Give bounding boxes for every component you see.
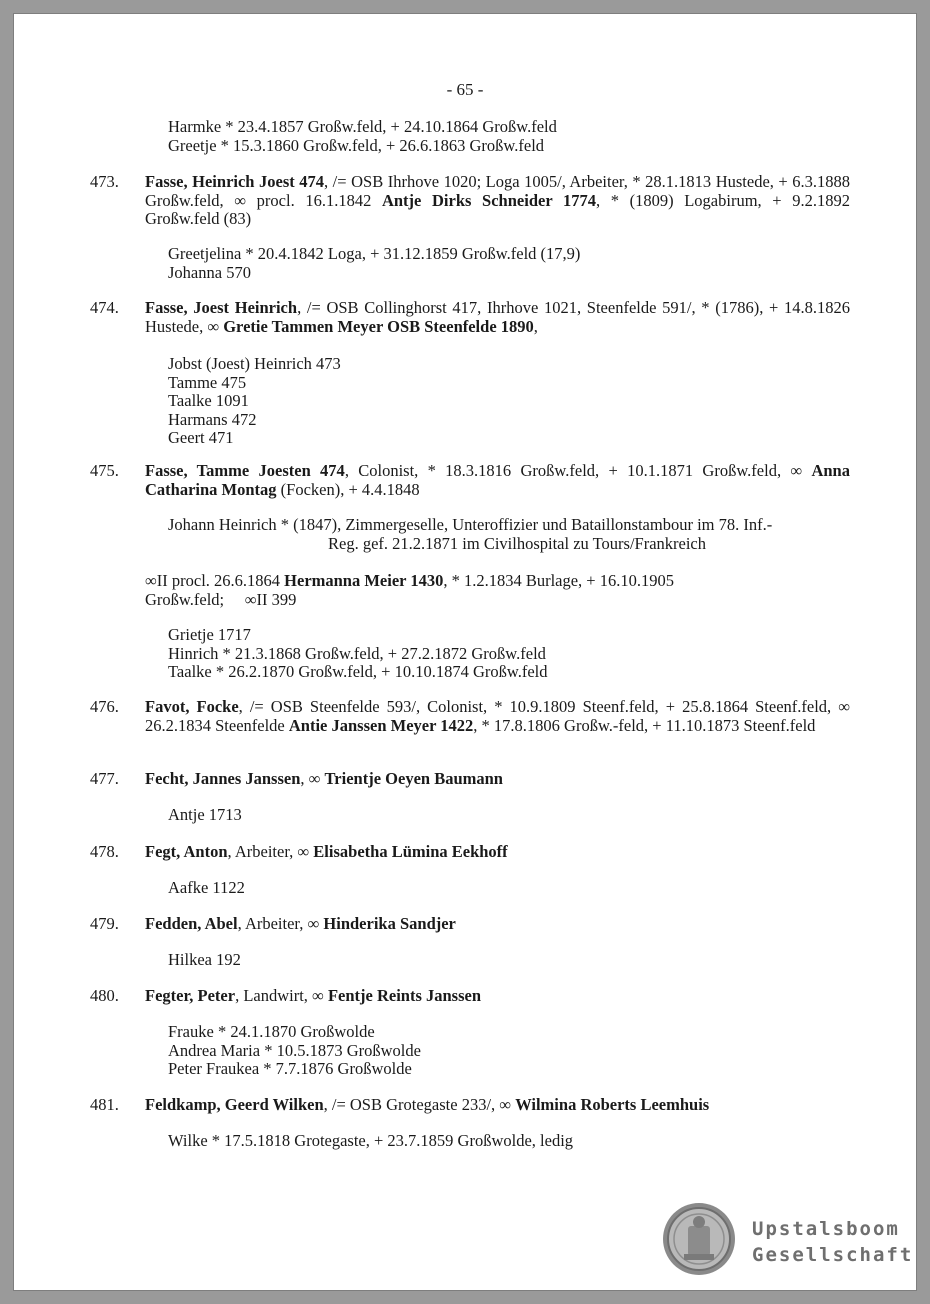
entry-number: 476. — [90, 697, 119, 716]
children-list — [168, 118, 868, 155]
entry-476 — [90, 698, 850, 735]
list-item: Wilke * 17.5.1818 Grotegaste, + 23.7.1859 Großwolde, ledig — [168, 1131, 574, 1150]
person-name: Favot, Focke — [145, 697, 239, 716]
child-detail — [168, 516, 868, 553]
entry-text — [145, 299, 850, 336]
list-item: Jobst (Joest) Heinrich 473 — [168, 354, 341, 373]
society-logo-text — [752, 1216, 913, 1268]
list-item: Johanna 570 — [168, 262, 251, 282]
list-item: Aafke 1122 — [168, 878, 245, 897]
entry-478 — [90, 843, 850, 862]
person-name: Fasse, Tamme Joesten 474 — [145, 461, 345, 480]
entry-480 — [90, 987, 850, 1006]
children-list — [168, 1023, 868, 1079]
entry-details: , ∞ — [300, 769, 325, 788]
children-list — [168, 806, 868, 825]
entry-text — [145, 462, 850, 499]
spouse-name: Hinderika Sandjer — [323, 914, 456, 933]
entry-text — [145, 987, 850, 1006]
entry-details: , /= OSB Steenfelde 593/, Colonist, * 10.9.1809 Steenf.feld, + 25.8.1864 Steenf.feld, ∞ 26.2.1834 Steenfelde — [145, 697, 850, 735]
spouse-name: Elisabetha Lümina Eekhoff — [313, 842, 508, 861]
entry-number: 474. — [90, 298, 119, 317]
second-marriage — [145, 572, 845, 609]
entry-details: , * (1809) Logabirum, + 9.2.1892 Großw.feld (83) — [145, 190, 850, 228]
entry-text — [145, 770, 850, 789]
list-item: Hinrich * 21.3.1868 Großw.feld, + 27.2.1872 Großw.feld — [168, 643, 546, 663]
children-list — [168, 951, 868, 970]
spouse-name: Hermanna Meier 1430 — [284, 571, 444, 590]
list-item: Johann Heinrich * (1847), Zimmergeselle, Unteroffizier und Bataillonstambour im 78. Inf.- — [168, 515, 773, 534]
person-name: Fegt, Anton — [145, 842, 228, 861]
entry-474 — [90, 299, 850, 336]
spouse-name: Gretie Tammen Meyer OSB Steenfelde 1890 — [223, 316, 534, 336]
entry-number: 475. — [90, 461, 119, 480]
entry-details: , * 17.8.1806 Großw.-feld, + 11.10.1873 Steenf.feld — [473, 715, 816, 735]
spouse-name: Wilmina Roberts Leemhuis — [515, 1095, 710, 1114]
children-list — [168, 355, 868, 448]
list-item: Frauke * 24.1.1870 Großwolde — [168, 1022, 375, 1041]
entry-473 — [90, 173, 850, 229]
spouse-name: Anna Catharina Montag — [145, 461, 850, 499]
list-item: Andrea Maria * 10.5.1873 Großwolde — [168, 1040, 421, 1060]
entry-details: , /= OSB Ihrhove 1020; Loga 1005/, Arbeiter, * 28.1.1813 Hustede, + 6.3.1888 Großw.feld, ∞ procl. 16.1.1842 — [145, 172, 851, 210]
list-item: Harmans 472 — [168, 409, 257, 429]
entry-text — [145, 698, 850, 735]
entry-number: 473. — [90, 172, 119, 191]
list-item: Greetjelina * 20.4.1842 Loga, + 31.12.1859 Großw.feld (17,9) — [168, 244, 581, 263]
entry-479 — [90, 915, 850, 934]
entry-details: , Landwirt, ∞ — [235, 986, 328, 1005]
person-name: Fasse, Heinrich Joest 474 — [145, 172, 325, 191]
list-item: Harmke * 23.4.1857 Großw.feld, + 24.10.1864 Großw.feld — [168, 117, 557, 136]
entry-number: 480. — [90, 986, 119, 1005]
entry-details: , Colonist, * 18.3.1816 Großw.feld, + 10.1.1871 Großw.feld, ∞ — [344, 461, 812, 480]
children-list — [168, 245, 868, 282]
entry-number: 477. — [90, 769, 119, 788]
person-name: Fedden, Abel — [145, 914, 238, 933]
entry-477 — [90, 770, 850, 789]
person-name: Fecht, Jannes Janssen — [145, 769, 301, 788]
logo-line: Gesellschaft — [752, 1244, 914, 1266]
person-name: Fegter, Peter — [145, 986, 236, 1005]
spouse-name: Fentje Reints Janssen — [327, 986, 482, 1005]
page-number: - 65 - — [446, 80, 484, 99]
spouse-name: Trientje Oeyen Baumann — [324, 769, 503, 788]
entry-text — [145, 843, 850, 862]
entry-number: 479. — [90, 914, 119, 933]
list-item: Taalke * 26.2.1870 Großw.feld, + 10.10.1874 Großw.feld — [168, 662, 548, 681]
list-item: Grietje 1717 — [168, 625, 251, 644]
list-item: Antje 1713 — [168, 805, 242, 824]
list-item: Taalke 1091 — [168, 391, 249, 410]
logo-line: Upstalsboom — [752, 1218, 900, 1240]
entry-details: , /= OSB Grotegaste 233/, ∞ — [323, 1095, 516, 1114]
entry-481 — [90, 1096, 850, 1115]
seal-logo-icon — [662, 1202, 736, 1276]
list-item: Tamme 475 — [168, 372, 247, 392]
marriage-note: , * 1.2.1834 Burlage, + 16.10.1905 — [443, 571, 674, 590]
entry-details: , /= OSB Collinghorst 417, Ihrhove 1021, Steenfelde 591/, * (1786), + 14.8.1826 Hustede, ∞ — [145, 298, 850, 336]
marriage-note: Großw.feld; ∞II 399 — [145, 589, 297, 609]
person-name: Feldkamp, Geerd Wilken — [145, 1095, 324, 1114]
list-item: Greetje * 15.3.1860 Großw.feld, + 26.6.1863 Großw.feld — [168, 135, 545, 155]
entry-details: , Arbeiter, ∞ — [227, 842, 314, 861]
list-item: Geert 471 — [168, 428, 234, 447]
marriage-note: ∞II procl. 26.6.1864 — [145, 571, 285, 590]
entry-475 — [90, 462, 850, 499]
entry-text — [145, 173, 850, 229]
entry-details: , Arbeiter, ∞ — [237, 914, 324, 933]
entry-details: (Focken), + 4.4.1848 — [276, 479, 420, 499]
entry-text — [145, 915, 850, 934]
entry-number: 481. — [90, 1095, 119, 1114]
entry-text — [145, 1096, 850, 1115]
children-list — [168, 1132, 868, 1151]
children-list — [168, 626, 868, 682]
list-item-continuation: Reg. gef. 21.2.1871 im Civilhospital zu Tours/Frankreich — [328, 533, 706, 553]
children-list — [168, 879, 868, 898]
entry-details: , — [533, 316, 538, 336]
spouse-name: Antie Janssen Meyer 1422 — [288, 715, 474, 735]
list-item: Hilkea 192 — [168, 950, 241, 969]
person-name: Fasse, Joest Heinrich — [145, 298, 298, 317]
entry-number: 478. — [90, 842, 119, 861]
list-item: Peter Fraukea * 7.7.1876 Großwolde — [168, 1059, 412, 1078]
spouse-name: Antje Dirks Schneider 1774 — [381, 190, 596, 210]
